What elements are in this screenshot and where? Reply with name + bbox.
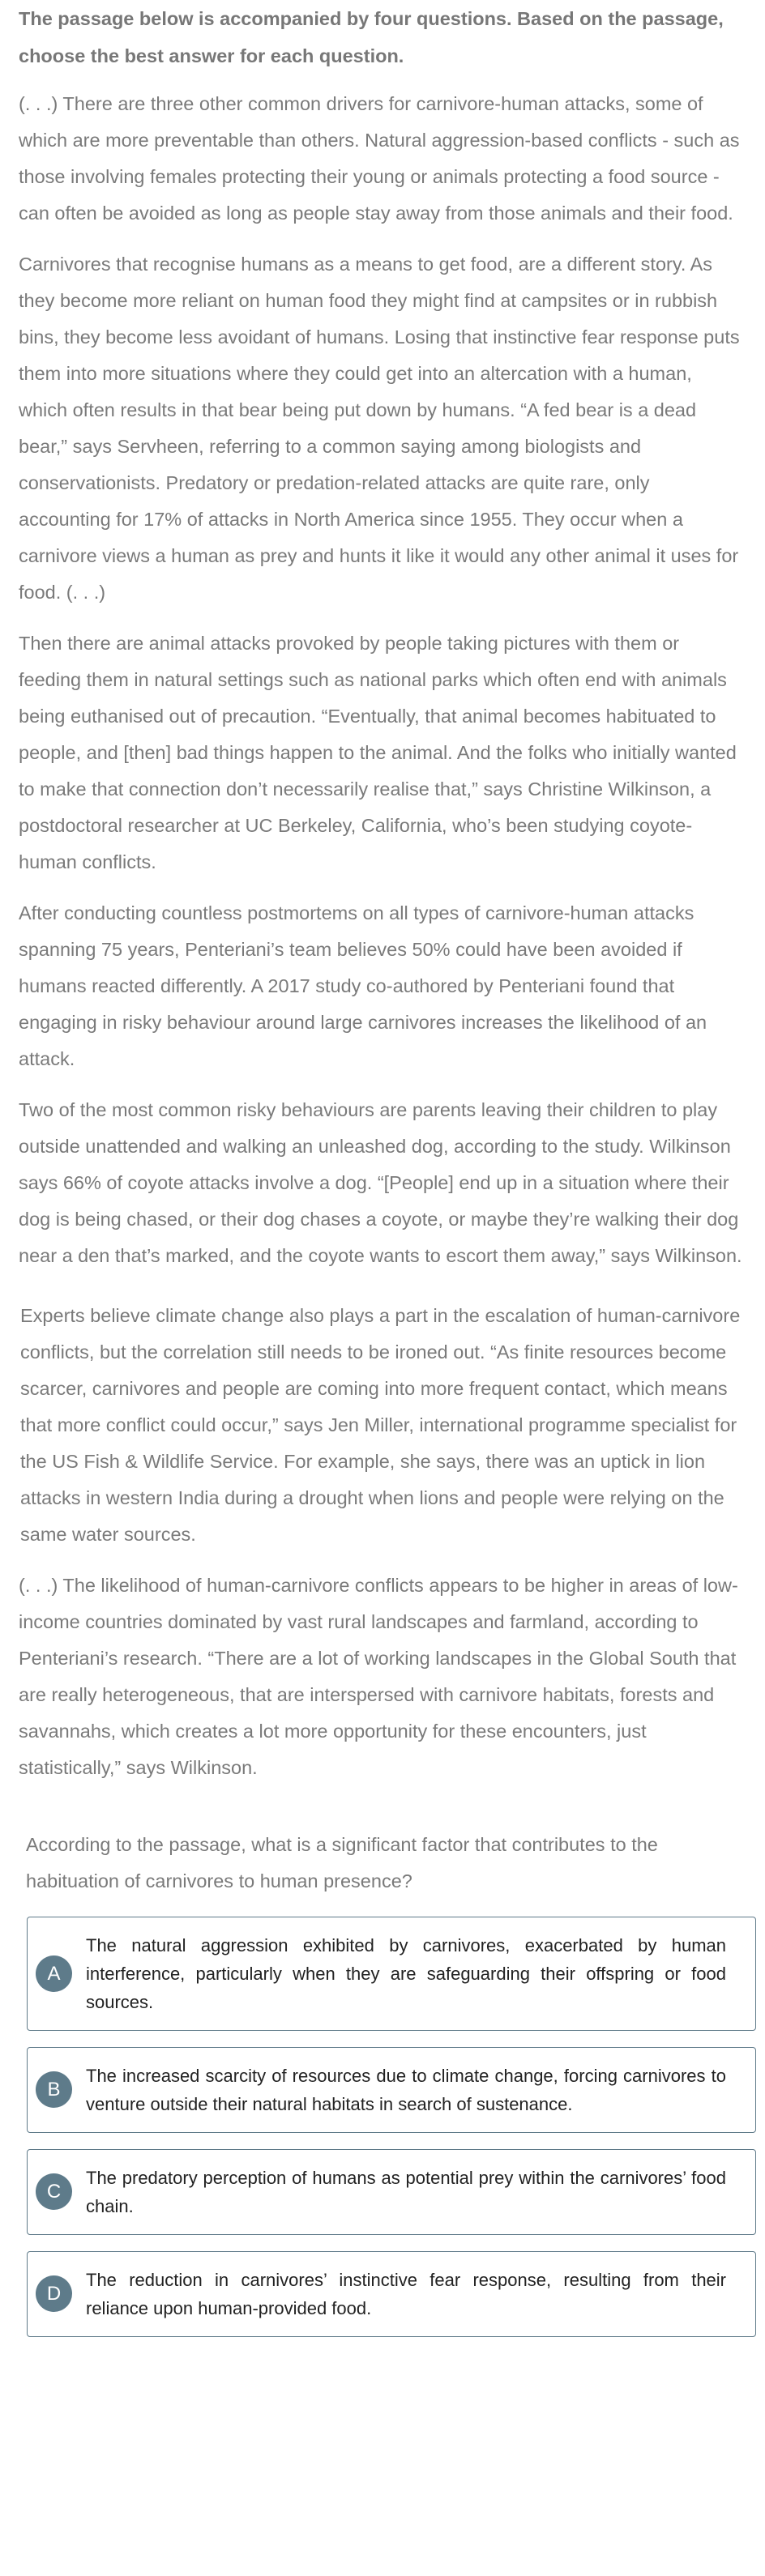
answer-option-d[interactable] bbox=[27, 2251, 756, 2337]
answer-option-c[interactable] bbox=[27, 2149, 756, 2235]
option-text: The increased scarcity of resources due to climate change, forcing carnivores to venture outside their natural habitats in search of sustenance. bbox=[86, 2066, 726, 2114]
option-letter-badge: A bbox=[36, 1955, 72, 1992]
passage-paragraph: Carnivores that recognise humans as a means to get food, are a different story. As they become more reliant on human food they might find at campsites or in rubbish bins, they become less avoidant of humans. Losing that instinctive fear response puts them into more situations where they could get into an altercation with a human, which often results in that bear being put down by humans. “A fed bear is a dead bear,” says Servheen, referring to a common saying among biologists and conservationists. Predatory or predation-related attacks are quite rare, only accounting for 17% of attacks in North America since 1955. They occur when a carnivore views a human as prey and hunts it like it would any other animal it uses for food. (. . .) bbox=[19, 254, 740, 603]
instructions-heading: The passage below is accompanied by four questions. Based on the passage, choose the best answer for each question. bbox=[19, 8, 724, 66]
answer-options bbox=[0, 1917, 765, 2337]
option-letter-badge: D bbox=[36, 2275, 72, 2312]
passage-paragraph: Experts believe climate change also plays a part in the escalation of human-carnivore conflicts, but the correlation still needs to be ironed out. “As finite resources become scarcer, carnivores and people are coming into more frequent contact, which means that more conflict could occur,” says Jen Miller, international programme specialist for the US Fish & Wildlife Service. For example, she says, there was an uptick in lion attacks in western India during a drought when lions and people were relying on the same water sources. bbox=[20, 1305, 741, 1545]
option-letter-badge: C bbox=[36, 2173, 72, 2210]
answer-option-a[interactable] bbox=[27, 1917, 756, 2031]
passage-paragraph: Two of the most common risky behaviours are parents leaving their children to play outside unattended and walking an unleashed dog, according to the study. Wilkinson says 66% of coyote attacks involve a dog. “[People] end up in a situation where their dog is being chased, or their dog chases a coyote, or maybe they’re walking their dog near a den that’s marked, and the coyote wants to escort them away,” says Wilkinson. bbox=[19, 1099, 742, 1266]
question-prompt: According to the passage, what is a significant factor that contributes to the habituation of carnivores to human presence? bbox=[26, 1834, 658, 1891]
option-text: The natural aggression exhibited by carnivores, exacerbated by human interference, particularly when they are safeguarding their offspring or food sources. bbox=[86, 1935, 726, 2012]
option-text: The reduction in carnivores’ instinctive fear response, resulting from their reliance upon human-provided food. bbox=[86, 2270, 726, 2318]
answer-option-b[interactable] bbox=[27, 2047, 756, 2133]
passage-paragraph: (. . .) There are three other common drivers for carnivore-human attacks, some of which are more preventable than others. Natural aggression-based conflicts - such as those involving females protecting their young or animals protecting a food source - can often be avoided as long as people stay away from those animals and their food. bbox=[19, 93, 740, 224]
option-letter-badge: B bbox=[36, 2071, 72, 2108]
option-text: The predatory perception of humans as potential prey within the carnivores’ food chain. bbox=[86, 2168, 726, 2216]
passage-paragraph: (. . .) The likelihood of human-carnivore conflicts appears to be higher in areas of low-income countries dominated by vast rural landscapes and farmland, according to Penteriani’s research. “There are a lot of working landscapes in the Global South that are really heterogeneous, that are interspersed with carnivore habitats, forests and savannahs, which creates a lot more opportunity for these encounters, just statistically,” says Wilkinson. bbox=[19, 1575, 738, 1778]
passage-paragraph: Then there are animal attacks provoked by people taking pictures with them or feeding them in natural settings such as national parks which often end with animals being euthanised out of precaution. “Eventually, that animal becomes habituated to people, and [then] bad things happen to the animal. And the folks who initially wanted to make that connection don’t necessarily realise that,” says Christine Wilkinson, a postdoctoral researcher at UC Berkeley, California, who’s been studying coyote-human conflicts. bbox=[19, 633, 737, 872]
passage-paragraph: After conducting countless postmortems on all types of carnivore-human attacks spanning 75 years, Penteriani’s team believes 50% could have been avoided if humans reacted differently. A 2017 study co-authored by Penteriani found that engaging in risky behaviour around large carnivores increases the likelihood of an attack. bbox=[19, 902, 707, 1069]
reading-passage bbox=[0, 86, 765, 1786]
